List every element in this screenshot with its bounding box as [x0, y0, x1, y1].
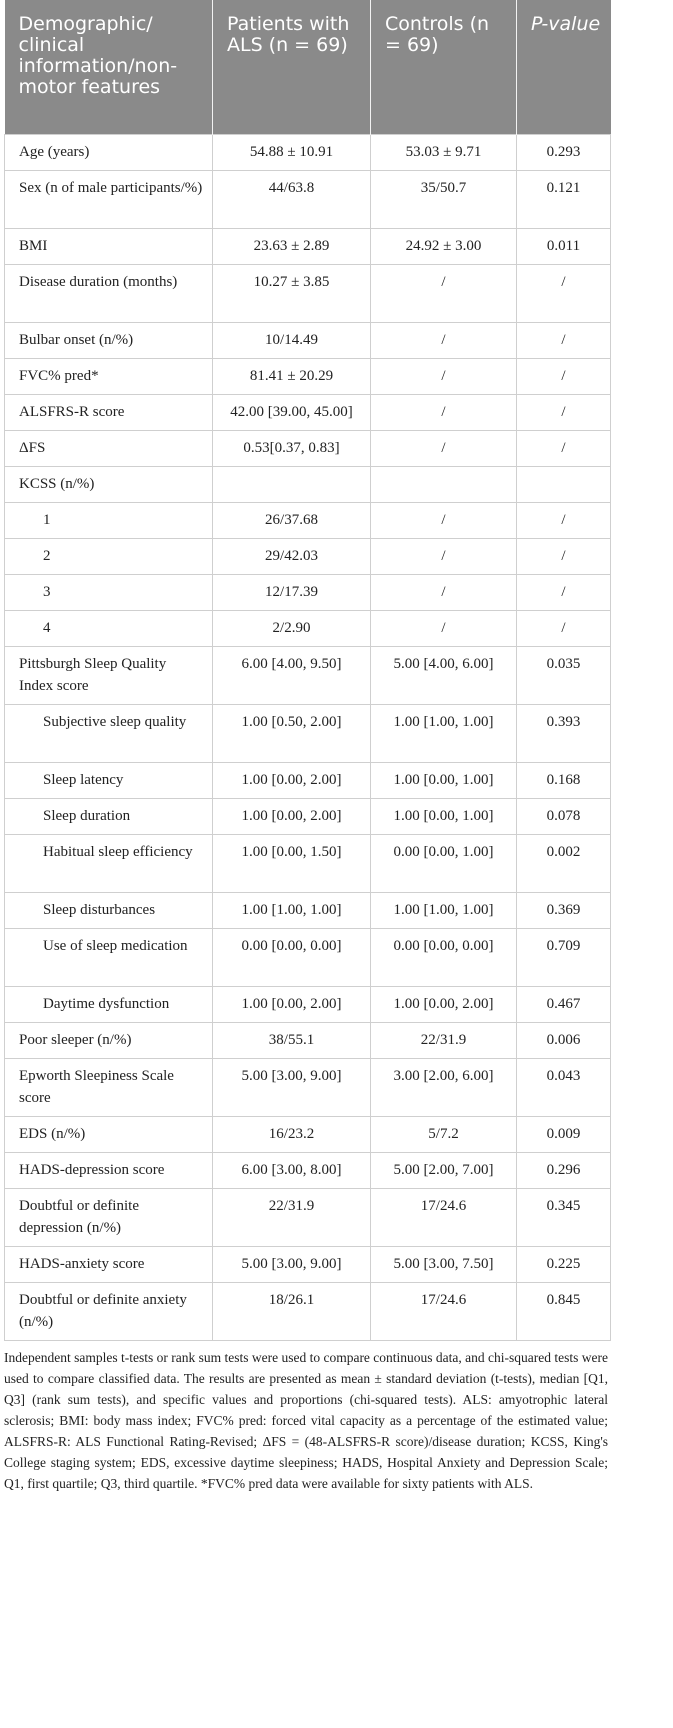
p-value: / [517, 394, 611, 430]
table-row [5, 762, 611, 798]
als-value: 22/31.9 [213, 1188, 371, 1246]
controls-value: / [371, 322, 517, 358]
header-p-value: P-value [517, 0, 611, 134]
controls-value [371, 466, 517, 502]
row-label: Doubtful or definite depression (n/%) [5, 1188, 213, 1246]
row-label: Bulbar onset (n/%) [5, 322, 213, 358]
als-value: 12/17.39 [213, 574, 371, 610]
p-value: / [517, 264, 611, 322]
als-value: 1.00 [0.00, 2.00] [213, 986, 371, 1022]
row-label: FVC% pred* [5, 358, 213, 394]
als-value: 1.00 [0.00, 1.50] [213, 834, 371, 892]
table-row [5, 466, 611, 502]
row-label: 4 [5, 610, 213, 646]
table-row [5, 1116, 611, 1152]
als-value [213, 466, 371, 502]
p-value: / [517, 538, 611, 574]
als-value: 38/55.1 [213, 1022, 371, 1058]
als-value: 5.00 [3.00, 9.00] [213, 1246, 371, 1282]
controls-value: / [371, 264, 517, 322]
row-label: Sleep disturbances [5, 892, 213, 928]
row-label: BMI [5, 228, 213, 264]
table-row [5, 170, 611, 228]
row-label: Sleep duration [5, 798, 213, 834]
table-row [5, 1282, 611, 1340]
controls-value: 35/50.7 [371, 170, 517, 228]
controls-value: 5.00 [2.00, 7.00] [371, 1152, 517, 1188]
row-label: Epworth Sleepiness Scale score [5, 1058, 213, 1116]
p-value: 0.011 [517, 228, 611, 264]
controls-value: 1.00 [0.00, 1.00] [371, 762, 517, 798]
controls-value: / [371, 394, 517, 430]
header-feature: Demographic/ clinical information/non-motor features [5, 0, 213, 134]
p-value: 0.009 [517, 1116, 611, 1152]
table-footnote: Independent samples t-tests or rank sum tests were used to compare continuous data, and chi-squared tests were used to compare classified data. The results are presented as mean ± standard deviation (t-tests), median [Q1, Q3] (rank sum tests), and specific values and proportions (chi-squared tests). ALS: amyotrophic lateral sclerosis; BMI: body mass index; FVC% pred: forced vital capacity as a percentage of the estimated value; ALSFRS-R: ALS Functional Rating-Revised; ΔFS = (48-ALSFRS-R score)/disease duration; KCSS, King's College staging system; EDS, excessive daytime sleepiness; HADS, Hospital Anxiety and Depression Scale; Q1, first quartile; Q3, third quartile. *FVC% pred data were available for sixty patients with ALS. [4, 1349, 608, 1491]
table-row [5, 610, 611, 646]
p-value: 0.078 [517, 798, 611, 834]
row-label: 3 [5, 574, 213, 610]
row-label: Age (years) [5, 134, 213, 170]
controls-value: 1.00 [0.00, 1.00] [371, 798, 517, 834]
controls-value: / [371, 538, 517, 574]
p-value: 0.043 [517, 1058, 611, 1116]
p-value: 0.467 [517, 986, 611, 1022]
als-value: 1.00 [0.00, 2.00] [213, 798, 371, 834]
row-label: HADS-depression score [5, 1152, 213, 1188]
p-value: 0.121 [517, 170, 611, 228]
controls-value: 17/24.6 [371, 1282, 517, 1340]
row-label: Habitual sleep efficiency [5, 834, 213, 892]
table-row [5, 798, 611, 834]
p-value: 0.393 [517, 704, 611, 762]
table-row [5, 986, 611, 1022]
als-value: 26/37.68 [213, 502, 371, 538]
table-row [5, 704, 611, 762]
p-value: 0.035 [517, 646, 611, 704]
controls-value: 1.00 [1.00, 1.00] [371, 892, 517, 928]
controls-value: 0.00 [0.00, 0.00] [371, 928, 517, 986]
row-label: ΔFS [5, 430, 213, 466]
p-value: 0.006 [517, 1022, 611, 1058]
table-row [5, 646, 611, 704]
table-row [5, 1152, 611, 1188]
table-body [5, 134, 611, 1340]
row-label: Use of sleep medication [5, 928, 213, 986]
als-value: 10/14.49 [213, 322, 371, 358]
controls-value: 5.00 [4.00, 6.00] [371, 646, 517, 704]
table-row [5, 394, 611, 430]
table-row [5, 430, 611, 466]
p-value: 0.002 [517, 834, 611, 892]
table-row [5, 358, 611, 394]
p-value: 0.345 [517, 1188, 611, 1246]
p-value: / [517, 502, 611, 538]
controls-value: 1.00 [1.00, 1.00] [371, 704, 517, 762]
als-value: 2/2.90 [213, 610, 371, 646]
p-value: 0.296 [517, 1152, 611, 1188]
table-row [5, 1246, 611, 1282]
controls-value: 24.92 ± 3.00 [371, 228, 517, 264]
table-row [5, 264, 611, 322]
controls-value: / [371, 502, 517, 538]
controls-value: 17/24.6 [371, 1188, 517, 1246]
als-value: 42.00 [39.00, 45.00] [213, 394, 371, 430]
table-row [5, 1058, 611, 1116]
als-value: 81.41 ± 20.29 [213, 358, 371, 394]
row-label: KCSS (n/%) [5, 466, 213, 502]
controls-value: 5/7.2 [371, 1116, 517, 1152]
p-value: 0.168 [517, 762, 611, 798]
row-label: Sleep latency [5, 762, 213, 798]
p-value: 0.369 [517, 892, 611, 928]
p-value: 0.845 [517, 1282, 611, 1340]
als-value: 44/63.8 [213, 170, 371, 228]
p-value [517, 466, 611, 502]
controls-value: 0.00 [0.00, 1.00] [371, 834, 517, 892]
controls-value: 3.00 [2.00, 6.00] [371, 1058, 517, 1116]
row-label: EDS (n/%) [5, 1116, 213, 1152]
p-value: / [517, 322, 611, 358]
row-label: Pittsburgh Sleep Quality Index score [5, 646, 213, 704]
p-value: 0.709 [517, 928, 611, 986]
als-value: 54.88 ± 10.91 [213, 134, 371, 170]
als-value: 18/26.1 [213, 1282, 371, 1340]
row-label: Disease duration (months) [5, 264, 213, 322]
p-value: 0.293 [517, 134, 611, 170]
table-row [5, 134, 611, 170]
als-value: 23.63 ± 2.89 [213, 228, 371, 264]
als-value: 1.00 [0.00, 2.00] [213, 762, 371, 798]
table-row [5, 228, 611, 264]
header-controls: Controls (n = 69) [371, 0, 517, 134]
row-label: Subjective sleep quality [5, 704, 213, 762]
controls-value: 53.03 ± 9.71 [371, 134, 517, 170]
controls-value: / [371, 610, 517, 646]
row-label: Sex (n of male participants/%) [5, 170, 213, 228]
table-row [5, 834, 611, 892]
demographics-table [4, 0, 611, 1341]
table-row [5, 892, 611, 928]
row-label: HADS-anxiety score [5, 1246, 213, 1282]
p-value: / [517, 610, 611, 646]
controls-value: 5.00 [3.00, 7.50] [371, 1246, 517, 1282]
p-value: / [517, 358, 611, 394]
row-label: Doubtful or definite anxiety (n/%) [5, 1282, 213, 1340]
row-label: ALSFRS-R score [5, 394, 213, 430]
table-container [4, 0, 610, 1494]
als-value: 0.00 [0.00, 0.00] [213, 928, 371, 986]
header-row [5, 0, 611, 134]
row-label: Daytime dysfunction [5, 986, 213, 1022]
table-row [5, 322, 611, 358]
table-row [5, 1188, 611, 1246]
controls-value: / [371, 430, 517, 466]
controls-value: 1.00 [0.00, 2.00] [371, 986, 517, 1022]
als-value: 0.53[0.37, 0.83] [213, 430, 371, 466]
als-value: 16/23.2 [213, 1116, 371, 1152]
controls-value: / [371, 574, 517, 610]
als-value: 1.00 [0.50, 2.00] [213, 704, 371, 762]
row-label: 1 [5, 502, 213, 538]
table-row [5, 538, 611, 574]
row-label: 2 [5, 538, 213, 574]
header-als: Patients with ALS (n = 69) [213, 0, 371, 134]
row-label: Poor sleeper (n/%) [5, 1022, 213, 1058]
table-row [5, 1022, 611, 1058]
als-value: 1.00 [1.00, 1.00] [213, 892, 371, 928]
table-row [5, 502, 611, 538]
p-value: / [517, 430, 611, 466]
als-value: 10.27 ± 3.85 [213, 264, 371, 322]
table-row [5, 574, 611, 610]
controls-value: / [371, 358, 517, 394]
p-value: 0.225 [517, 1246, 611, 1282]
p-value: / [517, 574, 611, 610]
controls-value: 22/31.9 [371, 1022, 517, 1058]
als-value: 6.00 [4.00, 9.50] [213, 646, 371, 704]
als-value: 5.00 [3.00, 9.00] [213, 1058, 371, 1116]
table-row [5, 928, 611, 986]
als-value: 6.00 [3.00, 8.00] [213, 1152, 371, 1188]
als-value: 29/42.03 [213, 538, 371, 574]
